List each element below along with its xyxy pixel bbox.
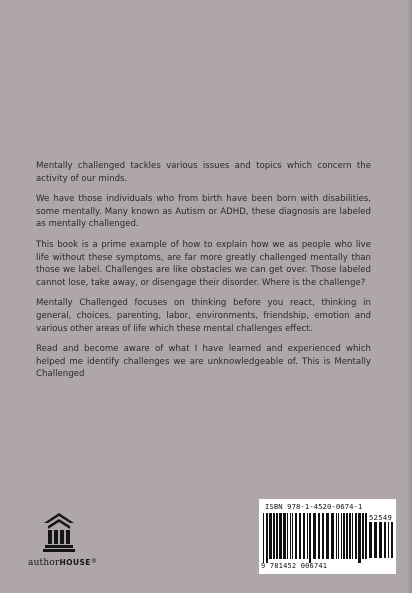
authorhouse-book-house-icon [42, 512, 76, 552]
publisher-logo [28, 512, 98, 572]
price-addon-code: 52549 [369, 513, 393, 522]
isbn-barcode [259, 499, 396, 574]
publisher-name-part1: author [28, 558, 60, 568]
cover-edge [408, 0, 412, 593]
publisher-name [28, 558, 97, 568]
registered-mark: ® [90, 558, 97, 565]
blurb-paragraph: This book is a prime example of how to explain how we as people who live life without these symptoms, are far more greatly challenged mentally than those we label. Challenges are like obstacles we can get over. Those labeled cannot lose, take away, or disengage their disorder. Where is the challenge? [36, 239, 371, 288]
ean-digits: 9 781452 006741 [261, 562, 328, 570]
blurb-paragraph: Mentally Challenged focuses on thinking before you react, thinking in general, choices, parenting, labor, environments, friendship, emotion and various other areas of life which these mental challenges effect. [36, 298, 371, 334]
blurb-paragraph: We have those individuals who from birth have been born with disabilities, some mentally. Many known as Autism or ADHD, these diagnosis are labeled as mentally challenged. [36, 194, 371, 230]
blurb-paragraph: Mentally challenged tackles various issues and topics which concern the activity of our minds. [36, 161, 371, 184]
isbn-number: ISBN 978-1-4520-0674-1 [265, 502, 363, 511]
ean-barcode-bars [263, 513, 367, 563]
addon-barcode-bars [369, 522, 393, 562]
publisher-name-part2: HOUSE [59, 558, 91, 567]
back-cover-blurb [36, 160, 371, 389]
blurb-paragraph: Read and become aware of what I have learned and experienced which helped me identify challenges we are unknowledgeable of. This is Mentally Challenged [36, 344, 371, 380]
